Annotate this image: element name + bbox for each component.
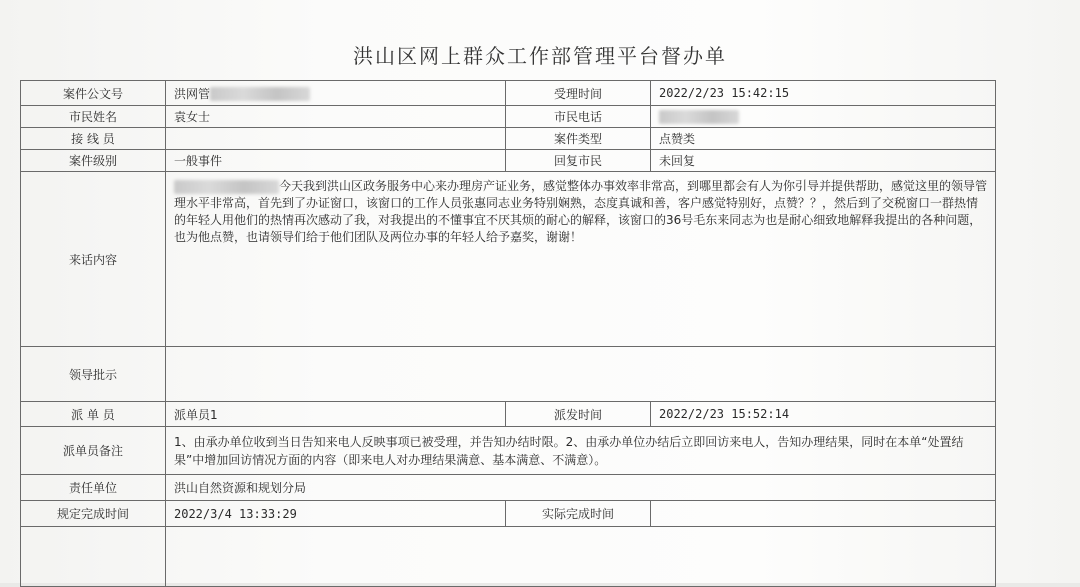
- case-no-cell: [166, 81, 506, 106]
- row-content: [21, 172, 996, 347]
- citizen-name-value: 袁女士: [166, 106, 506, 128]
- blank-label: [21, 527, 166, 587]
- row-blank-bottom: [21, 527, 996, 587]
- actual-value: [651, 501, 996, 527]
- deadline-value: 2022/3/4 13:33:29: [166, 501, 506, 527]
- case-level-label: 案件级别: [21, 150, 166, 172]
- deadline-label: 规定完成时间: [21, 501, 166, 527]
- citizen-phone-label: 市民电话: [506, 106, 651, 128]
- accept-time-value: 2022/2/23 15:42:15: [651, 81, 996, 106]
- row-case-level: [21, 150, 996, 172]
- row-leader: [21, 347, 996, 402]
- dispatch-time-value: 2022/2/23 15:52:14: [651, 402, 996, 427]
- row-citizen: [21, 106, 996, 128]
- row-dispatcher: [21, 402, 996, 427]
- supervision-form-table: [20, 80, 996, 587]
- case-no-label: 案件公文号: [21, 81, 166, 106]
- responsible-label: 责任单位: [21, 475, 166, 501]
- dispatcher-value: 派单员1: [166, 402, 506, 427]
- case-type-value: 点赞类: [651, 128, 996, 150]
- content-cell: [166, 172, 996, 347]
- operator-value: [166, 128, 506, 150]
- blank-value: [166, 527, 996, 587]
- dispatch-time-label: 派发时间: [506, 402, 651, 427]
- actual-label: 实际完成时间: [506, 501, 651, 527]
- responsible-value: 洪山自然资源和规划分局: [166, 475, 996, 501]
- content-label: 来话内容: [21, 172, 166, 347]
- operator-label: 接 线 员: [21, 128, 166, 150]
- case-type-label: 案件类型: [506, 128, 651, 150]
- citizen-name-label: 市民姓名: [21, 106, 166, 128]
- row-case-no: [21, 81, 996, 106]
- row-deadline: [21, 501, 996, 527]
- reply-label: 回复市民: [506, 150, 651, 172]
- content-value: 今天我到洪山区政务服务中心来办理房产证业务，感觉整体办事效率非常高，到哪里都会有人为你引导并提供帮助，感觉这里的领导管理水平非常高，首先到了办证窗口，该窗口的工作人员张惠同志业务特别娴熟，态度真诚和善，客户感觉特别好，点赞？？，然后到了交税窗口一群热情的年轻人用他们的热情再次感动了我，对我提出的不懂事宜不厌其烦的耐心的解释，该窗口的36号毛东来同志为也是耐心细致地解释我提出的各种问题，也为他点赞，也请领导们给于他们团队及两位办事的年轻人给予嘉奖，谢谢！: [174, 179, 988, 244]
- dispatcher-label: 派 单 员: [21, 402, 166, 427]
- document-title: 洪山区网上群众工作部管理平台督办单: [353, 44, 727, 68]
- redacted-phone: [659, 110, 739, 124]
- case-no-value: 洪网管: [174, 86, 211, 101]
- reply-value: 未回复: [651, 150, 996, 172]
- dispatcher-note-label: 派单员备注: [21, 427, 166, 475]
- accept-time-label: 受理时间: [506, 81, 651, 106]
- leader-label: 领导批示: [21, 347, 166, 402]
- case-level-value: 一般事件: [166, 150, 506, 172]
- redacted-caller-prefix: [174, 180, 279, 194]
- redacted-case-no: [210, 87, 310, 101]
- citizen-phone-cell: [651, 106, 996, 128]
- row-responsible: [21, 475, 996, 501]
- leader-value: [166, 347, 996, 402]
- row-dispatcher-note: [21, 427, 996, 475]
- row-operator: [21, 128, 996, 150]
- dispatcher-note-value: 1、由承办单位收到当日告知来电人反映事项已被受理，并告知办结时限。2、由承办单位办结后立即回访来电人，告知办理结果，同时在本单“处置结果”中增加回访情况方面的内容（即来电人对办理结果满意、基本满意、不满意）。: [166, 427, 996, 475]
